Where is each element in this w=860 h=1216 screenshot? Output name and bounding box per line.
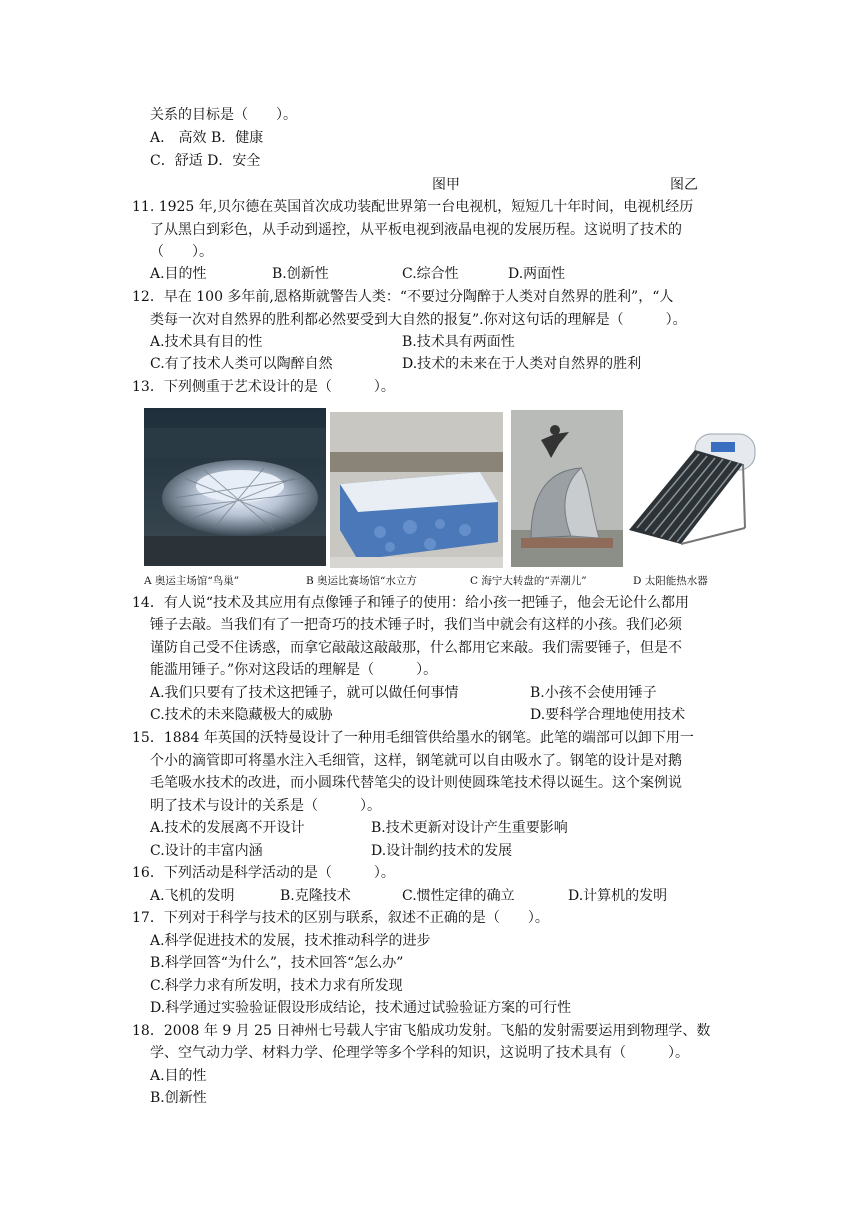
q12-option-d[interactable]: D.技术的未来在于人类对自然界的胜利 [402,356,642,372]
q11-line3: （ ）。 [150,244,213,260]
photo-birds-nest [144,408,326,566]
photo-solar-heater [625,430,757,550]
figure-yi-label: 图乙 [670,177,698,193]
q15-option-a[interactable]: A.技术的发展离不开设计 [150,820,305,836]
q10-tail-text: 关系的目标是（ ）。 [150,107,297,123]
caption-d: D 太阳能热水器 [633,575,708,587]
q15-line2: 个小的滴管即可将墨水注入毛细管，这样，钢笔就可以自由吸水了。钢笔的设计是对鹅 [150,753,682,769]
q18-line2: 学、空气动力学、材料力学、伦理学等多个学科的知识，这说明了技术具有（ ）。 [150,1045,689,1061]
q17-option-b[interactable]: B.科学回答“为什么”，技术回答“怎么办” [150,955,404,971]
q18-option-a[interactable]: A.目的性 [150,1068,207,1084]
q15-option-d[interactable]: D.设计制约技术的发展 [371,843,513,859]
q17-option-a[interactable]: A.科学促进技术的发展，技术推动科学的进步 [150,933,431,949]
figure-jia-label: 图甲 [432,177,460,193]
q14-line4: 能滥用锤子。”你对这段话的理解是（ ）。 [150,662,438,678]
q18-option-b[interactable]: B.创新性 [150,1090,207,1106]
q14-line2: 锤子去敲。当我们有了一把奇巧的技术锤子时，我们当中就会有这样的小孩。我们必须 [150,617,682,633]
q11-line1: 11. 1925 年,贝尔德在英国首次成功装配世界第一台电视机，短短几十年时间，电视机经历 [132,199,694,215]
q10-options-cd: C．舒适 D．安全 [150,153,261,169]
q14-option-c[interactable]: C.技术的未来隐藏极大的威胁 [150,707,333,723]
q11-option-a[interactable]: A.目的性 [150,266,207,282]
q11-option-b[interactable]: B.创新性 [272,266,329,282]
q15-option-c[interactable]: C.设计的丰富内涵 [150,843,263,859]
q17-line1: 17．下列对于科学与技术的区别与联系，叙述不正确的是（ ）。 [132,910,549,926]
q15-line4: 明了技术与设计的关系是（ ）。 [150,798,381,814]
q18-line1: 18．2008 年 9 月 25 日神州七号载人宇宙飞船成功发射。飞船的发射需要运用到物理学、数 [132,1023,711,1039]
q14-option-d[interactable]: D.要科学合理地使用技术 [530,707,686,723]
caption-c: C 海宁大转盘的“弄潮儿” [470,575,587,587]
q14-option-b[interactable]: B.小孩不会使用锤子 [530,685,657,701]
q14-line3: 谨防自己受不住诱惑，而拿它敲敲这敲敲那，什么都用它来敲。我们需要锤子，但是不 [150,640,682,656]
q16-option-b[interactable]: B.克隆技术 [280,888,351,904]
q16-option-a[interactable]: A.飞机的发明 [150,888,235,904]
q10-options-ab: A. 高效 B．健康 [150,130,264,146]
q13-line1: 13．下列侧重于艺术设计的是（ ）。 [132,379,395,395]
q14-line1: 14．有人说“技术及其应用有点像锤子和锤子的使用：给小孩一把锤子，他会无论什么都用 [132,595,689,611]
caption-a: A 奥运主场馆“鸟巢” [144,575,240,587]
q15-option-b[interactable]: B.技术更新对设计产生重要影响 [371,820,568,836]
q12-line2: 类每一次对自然界的胜利都必然要受到大自然的报复”.你对这句话的理解是（ ）。 [150,312,687,328]
q11-option-d[interactable]: D.两面性 [508,266,566,282]
q17-option-d[interactable]: D.科学通过实验验证假设形成结论，技术通过试验验证方案的可行性 [150,1000,572,1016]
q15-line3: 毛笔吸水技术的改进，而小圆珠代替笔尖的设计则使圆珠笔技术得以诞生。这个案例说 [150,775,682,791]
q14-option-a[interactable]: A.我们只要有了技术这把锤子，就可以做任何事情 [150,685,459,701]
q11-option-c[interactable]: C.综合性 [402,266,459,282]
photo-water-cube [330,412,503,568]
q16-option-d[interactable]: D.计算机的发明 [568,888,668,904]
q16-line1: 16．下列活动是科学活动的是（ ）。 [132,865,395,881]
q12-line1: 12．早在 100 多年前,恩格斯就警告人类：“不要过分陶醉于人类对自然界的胜利”，“人 [132,289,674,305]
q16-option-c[interactable]: C.惯性定律的确立 [402,888,515,904]
photo-sculpture [511,410,623,567]
caption-b: B 奥运比赛场馆“水立方 [306,575,417,587]
q12-option-b[interactable]: B.技术具有两面性 [402,334,515,350]
q12-option-a[interactable]: A.技术具有目的性 [150,334,263,350]
q11-line2: 了从黑白到彩色，从手动到遥控，从平板电视到液晶电视的发展历程。这说明了技术的 [150,222,682,238]
q17-option-c[interactable]: C.科学力求有所发明，技术力求有所发现 [150,978,403,994]
q15-line1: 15．1884 年英国的沃特曼设计了一种用毛细管供给墨水的钢笔。此笔的端部可以卸下用一 [132,730,694,746]
q12-option-c[interactable]: C.有了技术人类可以陶醉自然 [150,356,333,372]
